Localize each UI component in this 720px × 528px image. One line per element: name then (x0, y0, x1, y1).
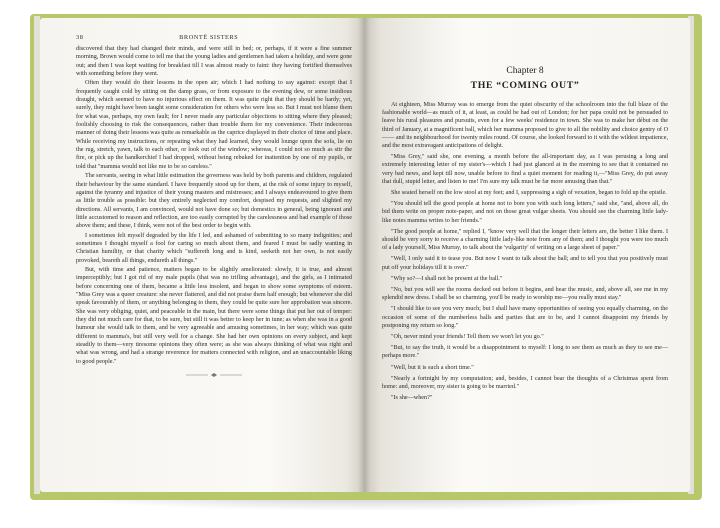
running-header (76, 34, 352, 41)
paragraph: "No, but you will see the rooms decked out before it begins, and hear the music, and, above all, see me in my splendid new dress. I shall be so charming, you'll be ready to worship me—you really must stay." (382, 287, 668, 302)
paragraph: I sometimes felt myself degraded by the life I led, and ashamed of submitting to so many indignities; and sometimes I thought myself a fool for caring so much about them, and feared I must be sadly wanting in Christian humility, or that charity which "suffereth long and is kind, seeketh not her own, is not easily provoked, beareth all things, endureth all things." (76, 232, 352, 264)
ornament-divider-icon (184, 372, 244, 378)
paragraph: "Miss Grey," said she, one evening, a month before the all-important day, as I was perusing a long and extremely interesting letter of my sister's—which I had just glanced at in the morning to see that it contained no very bad news, and kept till now, unable before to find a quiet moment for reading it,—"Miss Grey, do put away that dull, stupid letter, and listen to me! I'm sure my talk must be far more amusing than that." (382, 154, 668, 185)
paragraph: "Oh, never mind your friends! Tell them we won't let you go." (391, 334, 544, 341)
paragraph: "Nearly a fortnight by my computation; and, besides, I cannot bear the thoughts of a Christmas spent from home: and, moreover, my sister is going to be married." (382, 375, 668, 391)
right-page (364, 18, 690, 492)
book-gutter (358, 18, 370, 492)
page-number: 38 (76, 34, 84, 41)
paragraph: "You should tell the good people at home not to bore you with such long letters," said she, "and, above all, do bid them write on proper note-paper, and not on those great vulgar sheets. You should see the charming little lady-like notes mamma writes to her friends." (382, 201, 668, 224)
chapter-title: THE “COMING OUT” (470, 80, 580, 91)
right-page-text (382, 101, 668, 403)
left-page (40, 18, 366, 492)
paragraph: But, with time and patience, matters began to be slightly ameliorated: slowly, it is true, and almost imperceptibly; but I got rid of my male pupils (that was no trifling advantage), and the girls, as I intimated before concerning one of them, became a little less insolent, and began to show some symptoms of esteem. "Miss Grey was a queer creature: she never flattered, and did not praise them half enough; but whenever she did speak favourably of them, or anything belonging to them, they could be quite sure her approbation was sincere. She was very obliging, quiet, and peaceable in the main, but there were some things that put her out of temper: they did not much care for that, to be sure, but still it was better to keep her in tune; as when she was in a good humour she would talk to them, and be very agreeable and amusing sometimes, in her way; which was quite different to mamma's, but still very well for a change. She had her own opinions on every subject, and kept steadily to them—very tiresome opinions they often were; as she was always thinking of what was right and what was wrong, and had a strange reverence for matters connected with religion, and an unaccountable liking to good people." (76, 266, 352, 365)
paragraph: discovered that they had changed their minds, and were still in bed; or, perhaps, if it were a fine summer morning, Brown would come to tell me that the young ladies and gentlemen had taken a holiday, and were gone out; and then I was kept waiting for breakfast till I was almost ready to faint: they having fortified themselves with something before they went. (76, 46, 352, 78)
paragraph: "I should like to see you very much; but I shall have many opportunities of seeing you equally charming, on the occasion of some of the numberless balls and parties that are to be, and I cannot disappoint my friends by postponing my return so long." (382, 306, 668, 329)
paragraph: The servants, seeing in what little estimation the governess was held by both parents and children, regulated their behaviour by the same standard. I have frequently stood up for them, at the risk of some injury to myself, against the tyranny and injustice of their young masters and mistresses; and I always endeavoured to give them as little trouble as possible: but they entirely neglected my comfort, despised my requests, and slighted my directions. All servants, I am convinced, would not have done so; but domestics in general, being ignorant and little accustomed to reason and reflection, are too easily corrupted by the carelessness and bad example of those above them; and these, I think, were not of the best order to begin with. (76, 173, 352, 230)
paragraph: Often they would do their lessons in the open air; which I had nothing to say against: except that I frequently caught cold by sitting on the damp grass, or from exposure to the evening dew, or some insidious draught, which seemed to have no injurious effect on them. It was quite right that they should be hardy; yet, surely, they might have been taught some consideration for others who were less so. But I must not blame them for what was, perhaps, my own fault; for I never made any particular objections to sitting where they pleased; foolishly choosing to risk the consequences, rather than trouble them for my convenience. Their indecorous manner of doing their lessons was quite as remarkable as the caprice displayed in their choice of time and place. While receiving my instructions, or repeating what they had learned, they would lounge upon the sofa, lie on the rug, stretch, yawn, talk to each other, or look out of the window; whereas, I could not so much as stir the fire, or pick up the handkerchief I had dropped, without being rebuked for inattention by one of my pupils, or told that "mamma would not like me to be so careless." (76, 80, 352, 170)
paragraph: She seated herself on the low stool at my feet; and I, suppressing a sigh of vexation, began to fold up the epistle. (391, 190, 667, 197)
chapter-label: Chapter 8 (506, 66, 544, 76)
paragraph: "Well, but it is such a short time." (391, 364, 474, 371)
paragraph: "Well, I only said it to tease you. But now I want to talk about the ball; and to tell you that you positively must put off your holidays till it is over." (382, 256, 668, 271)
paragraph: "Is she—when?" (391, 395, 433, 402)
paragraph: "Why so?—I shall not be present at the ball." (391, 275, 503, 282)
paragraph: At eighteen, Miss Murray was to emerge from the quiet obscurity of the schoolroom into the full blaze of the fashionable world—as much of it, at least, as could be had out of London; for her papa could not be persuaded to leave his rural pleasures and pursuits, even for a few weeks' residence in town. She was to make her début on the third of January, at a magnificent ball, which her mamma proposed to give to all the nobility and choice gentry of O—— and its neighbourhood for twenty miles round. Of course, she looked forward to it with the wildest impatience, and the most extravagant anticipations of delight. (382, 102, 668, 150)
left-page-text (76, 45, 352, 366)
running-head-title: BRONTË SISTERS (179, 34, 239, 41)
paragraph: "The good people at home," replied I, "know very well that the longer their letters are, the better I like them. I should be very sorry to receive a charming little lady-like note from any of them; and I thought you were too much of a lady yourself, Miss Murray, to talk about the 'vulgarity' of writing on a large sheet of paper." (382, 228, 668, 252)
paragraph: "But, to say the truth, it would be a disappointment to myself: I long to see them as much as they to see me—perhaps more." (382, 345, 668, 360)
